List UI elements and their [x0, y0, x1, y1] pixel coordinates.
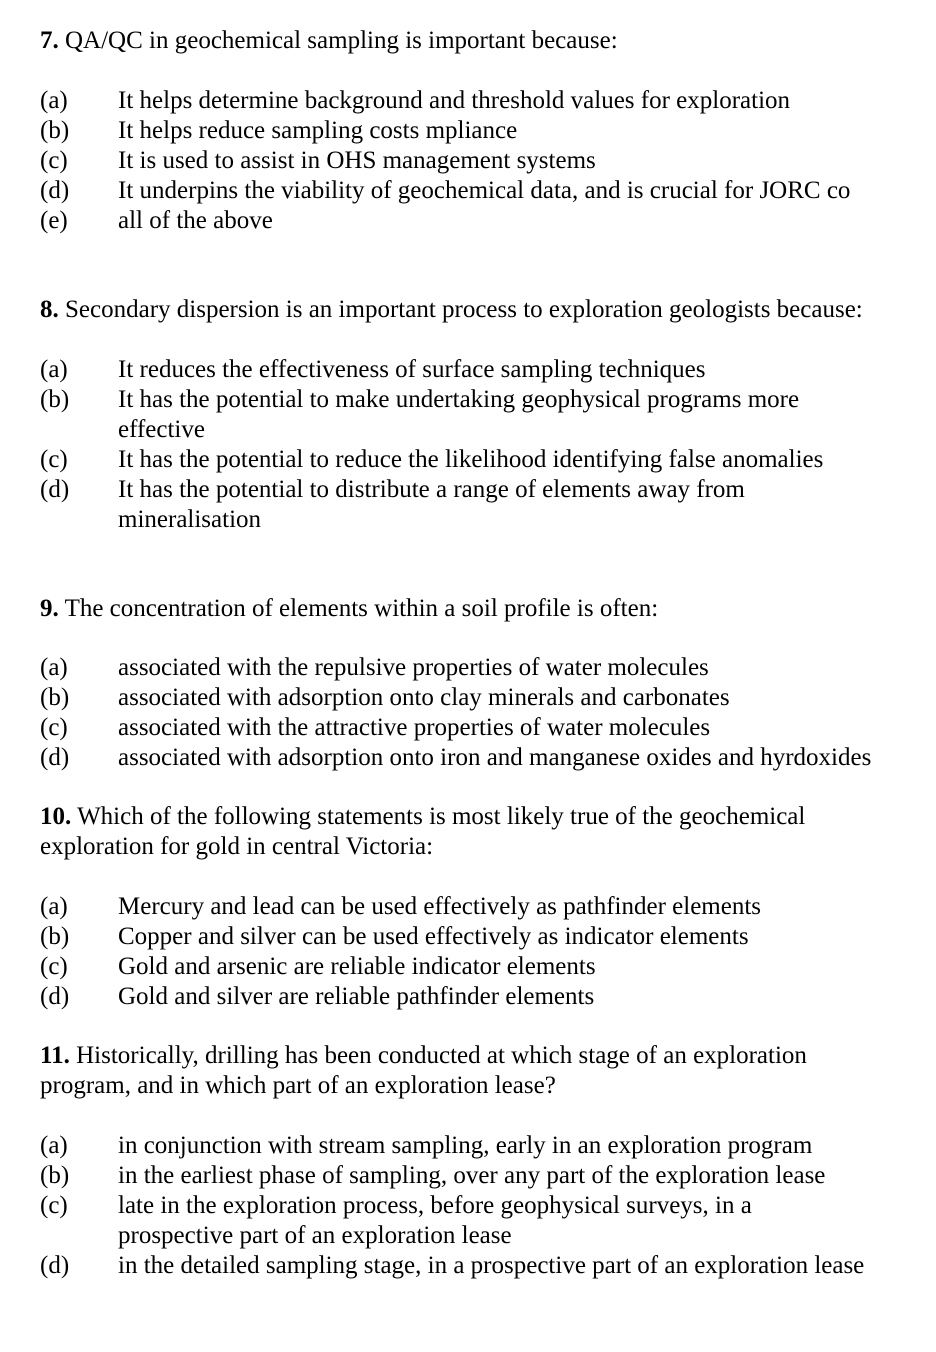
- option-letter: (a): [40, 654, 68, 681]
- option-11d[interactable]: [40, 1251, 920, 1281]
- option-7d[interactable]: [40, 176, 920, 206]
- option-letter: (a): [40, 356, 68, 383]
- question-8-stem: [40, 295, 920, 325]
- option-text: associated with the repulsive properties of water molecules: [118, 654, 709, 681]
- question-text: Which of the following statements is most likely true of the geochemical: [77, 803, 806, 830]
- option-10b[interactable]: [40, 922, 920, 952]
- option-9b[interactable]: [40, 683, 920, 713]
- option-10d[interactable]: [40, 982, 920, 1012]
- option-text: late in the exploration process, before geophysical surveys, in a: [118, 1192, 752, 1219]
- option-text: in the detailed sampling stage, in a prospective part of an exploration lease: [118, 1252, 865, 1279]
- option-8d-continued: [40, 505, 920, 535]
- option-text: It helps reduce sampling costs mpliance: [118, 117, 518, 144]
- option-letter: (a): [40, 893, 68, 920]
- option-11a[interactable]: [40, 1131, 920, 1161]
- option-11c[interactable]: [40, 1191, 920, 1221]
- option-11c-continued: [40, 1221, 920, 1251]
- option-text: It underpins the viability of geochemical data, and is crucial for JORC co: [118, 177, 851, 204]
- question-10-stem: [40, 802, 920, 832]
- option-text: It has the potential to distribute a range of elements away from: [118, 476, 745, 503]
- option-text: effective: [118, 416, 205, 443]
- option-11b[interactable]: [40, 1161, 920, 1191]
- option-7c[interactable]: [40, 146, 920, 176]
- question-text: Historically, drilling has been conducted at which stage of an exploration: [76, 1042, 807, 1069]
- option-text: mineralisation: [118, 506, 262, 533]
- question-number: 11.: [40, 1042, 70, 1069]
- option-text: associated with the attractive properties of water molecules: [118, 714, 711, 741]
- option-letter: (d): [40, 1252, 70, 1279]
- option-7a[interactable]: [40, 86, 920, 116]
- option-9d[interactable]: [40, 743, 920, 773]
- option-8a[interactable]: [40, 355, 920, 385]
- option-text: Copper and silver can be used effectively as indicator elements: [118, 923, 749, 950]
- option-8b[interactable]: [40, 385, 920, 415]
- option-letter: (d): [40, 744, 70, 771]
- option-text: It helps determine background and threshold values for exploration: [118, 87, 791, 114]
- question-text: Secondary dispersion is an important process to exploration geologists because:: [65, 296, 863, 323]
- question-number: 7.: [40, 27, 59, 54]
- option-text: Gold and arsenic are reliable indicator elements: [118, 953, 596, 980]
- option-text: Gold and silver are reliable pathfinder elements: [118, 983, 595, 1010]
- option-text: associated with adsorption onto clay minerals and carbonates: [118, 684, 730, 711]
- option-text: It has the potential to make undertaking geophysical programs more: [118, 386, 800, 413]
- question-number: 8.: [40, 296, 59, 323]
- option-letter: (a): [40, 1132, 68, 1159]
- question-7-stem: [40, 26, 920, 56]
- option-text: It is used to assist in OHS management systems: [118, 147, 596, 174]
- option-7e[interactable]: [40, 206, 920, 236]
- option-8b-continued: [40, 415, 920, 445]
- option-letter: (e): [40, 207, 68, 234]
- option-letter: (c): [40, 446, 68, 473]
- question-11-stem: [40, 1041, 920, 1071]
- option-letter: (b): [40, 117, 70, 144]
- option-text: prospective part of an exploration lease: [118, 1222, 512, 1249]
- option-letter: (c): [40, 953, 68, 980]
- option-text: It reduces the effectiveness of surface sampling techniques: [118, 356, 706, 383]
- option-text: in the earliest phase of sampling, over any part of the exploration lease: [118, 1162, 826, 1189]
- option-letter: (b): [40, 923, 70, 950]
- option-10a[interactable]: [40, 892, 920, 922]
- option-8c[interactable]: [40, 445, 920, 475]
- question-number: 10.: [40, 803, 72, 830]
- option-letter: (b): [40, 684, 70, 711]
- question-10-stem-continued: [40, 832, 920, 862]
- question-text: exploration for gold in central Victoria:: [40, 833, 434, 860]
- option-letter: (c): [40, 147, 68, 174]
- question-text: QA/QC in geochemical sampling is important because:: [65, 27, 618, 54]
- option-7b[interactable]: [40, 116, 920, 146]
- option-letter: (a): [40, 87, 68, 114]
- option-text: all of the above: [118, 207, 273, 234]
- question-9-stem: [40, 594, 920, 624]
- question-text: The concentration of elements within a soil profile is often:: [64, 595, 659, 622]
- option-letter: (c): [40, 1192, 68, 1219]
- question-11-stem-continued: [40, 1071, 920, 1101]
- option-letter: (d): [40, 983, 70, 1010]
- option-letter: (c): [40, 714, 68, 741]
- question-number: 9.: [40, 595, 59, 622]
- option-text: associated with adsorption onto iron and manganese oxides and hyrdoxides: [118, 744, 872, 771]
- option-letter: (d): [40, 476, 70, 503]
- option-9c[interactable]: [40, 713, 920, 743]
- option-text: It has the potential to reduce the likelihood identifying false anomalies: [118, 446, 824, 473]
- option-letter: (b): [40, 1162, 70, 1189]
- option-letter: (b): [40, 386, 70, 413]
- option-text: Mercury and lead can be used effectively as pathfinder elements: [118, 893, 762, 920]
- option-text: in conjunction with stream sampling, early in an exploration program: [118, 1132, 813, 1159]
- option-letter: (d): [40, 177, 70, 204]
- question-text: program, and in which part of an exploration lease?: [40, 1072, 556, 1099]
- option-9a[interactable]: [40, 653, 920, 683]
- option-10c[interactable]: [40, 952, 920, 982]
- option-8d[interactable]: [40, 475, 920, 505]
